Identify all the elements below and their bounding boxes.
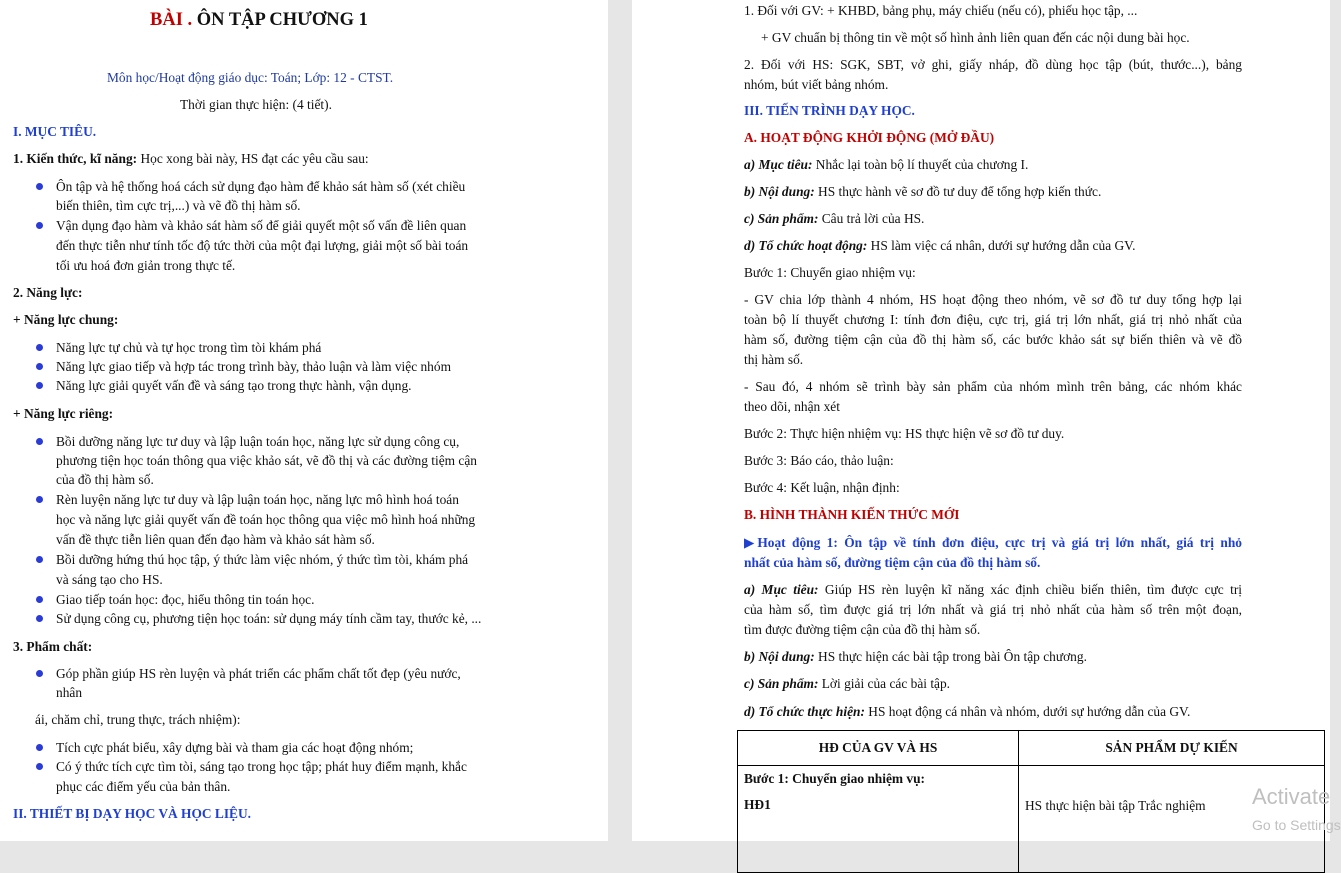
section-heading-warmup: A. HOẠT ĐỘNG KHỞI ĐỘNG (MỞ ĐẦU) [744,130,995,145]
activity-1-objective-3: tìm được đường tiệm cận của đồ thị hàm số. [744,622,981,637]
warmup-objective: a) Mục tiêu: Nhắc lại toàn bộ lí thuyết của chương I. [744,157,1029,172]
bullet-dot [36,496,43,503]
section-heading-new-knowledge: B. HÌNH THÀNH KIẾN THỨC MỚI [744,507,960,522]
bullet-text: phương tiện học toán thông qua việc khảo sát, vẽ đồ thị và các đường tiệm cận [56,453,477,468]
teacher-equipment-line: 1. Đối với GV: + KHBD, bảng phụ, máy chiếu (nếu có), phiếu học tập, ... [744,3,1138,18]
subject-line: Môn học/Hoạt động giáo dục: Toán; Lớp: 12 - CTST. [107,70,394,85]
bullet-text: Ôn tập và hệ thống hoá cách sử dụng đạo hàm để khảo sát hàm số (xét chiều [56,179,466,194]
bullet-text: Năng lực giao tiếp và hợp tác trong trình bày, thảo luận và làm việc nhóm [56,359,451,374]
bullet-text: Có ý thức tích cực tìm tòi, sáng tạo trong học tập; phát huy điểm mạnh, khắc [56,759,467,774]
teacher-prep-line: + GV chuẩn bị thông tin về một số hình ảnh liên quan đến các nội dung bài học. [761,30,1190,45]
step-2: Bước 2: Thực hiện nhiệm vụ: HS thực hiện vẽ sơ đồ tư duy. [744,426,1065,441]
student-equipment-line-2: nhóm, bút viết bảng nhóm. [744,77,889,92]
bullet-text: vấn đề thực tiễn liên quan đến đạo hàm và khảo sát hàm số. [56,532,375,547]
bullet-text: học và năng lực giải quyết vấn đề toán học thông qua việc mô hình hoá những [56,512,476,527]
activity-1-product: c) Sản phẩm: Lời giải của các bài tập. [744,676,951,691]
activity-1-objective: a) Mục tiêu: Giúp HS rèn luyện kĩ năng xác định chiều biến thiên, tìm được cực trị [744,582,1243,597]
bullet-dot [36,344,43,351]
table-cell: HS thực hiện bài tập Trắc nghiệm [1019,766,1325,873]
step-1-para-line: thị hàm số. [744,352,804,367]
activity-1-content: b) Nội dung: HS thực hiện các bài tập trong bài Ôn tập chương. [744,649,1087,664]
bullet-text: Tích cực phát biểu, xây dựng bài và tham gia các hoạt động nhóm; [56,740,414,755]
activation-watermark: Activate [1252,784,1331,809]
bullet-text: Giao tiếp toán học: đọc, hiểu thông tin toán học. [56,592,315,607]
student-equipment-line: 2. Đối với HS: SGK, SBT, vở ghi, giấy nháp, đồ dùng học tập (bút, thước...), bảng [744,57,1242,72]
bullet-dot [36,183,43,190]
table-header-cell: HĐ CỦA GV VÀ HS [738,731,1019,766]
quality-heading: 3. Phẩm chất: [13,639,93,654]
bullet-dot [36,615,43,622]
competence-heading: 2. Năng lực: [13,285,83,300]
bullet-text: đến thực tiễn như tính tốc độ tức thời của một đại lượng, giải một số bài toán [56,238,469,253]
lesson-title: BÀI . ÔN TẬP CHƯƠNG 1 [150,10,368,30]
activity-1-objective-2: của hàm số, tìm được giá trị lớn nhất và giá trị nhỏ nhất của hàm số trên một đoạn, [744,602,1242,617]
table-cell-activity: HĐ1 [744,797,771,812]
section-heading-objectives: I. MỤC TIÊU. [13,124,97,139]
warmup-content: b) Nội dung: HS thực hành vẽ sơ đồ tư duy để tổng hợp kiến thức. [744,184,1102,199]
table-header-cell: SẢN PHẨM DỰ KIẾN [1019,731,1325,766]
step-1: Bước 1: Chuyển giao nhiệm vụ: [744,265,916,280]
bullet-text: biến thiên, tìm cực trị,...) và vẽ đồ thị hàm số. [56,198,301,213]
bullet-dot [36,438,43,445]
bullet-text: Vận dụng đạo hàm và khảo sát hàm số để giải quyết một số vấn đề liên quan [56,218,467,233]
activity-1-organization: d) Tổ chức thực hiện: HS hoạt động cá nhân và nhóm, dưới sự hướng dẫn của GV. [744,704,1191,719]
bullet-text: của đồ thị hàm số. [56,472,154,487]
knowledge-line: 1. Kiến thức, kĩ năng: Học xong bài này, HS đạt các yêu cầu sau: [13,151,369,166]
document-page-left [0,0,608,841]
bullet-dot [36,763,43,770]
bullet-text: Bồi dưỡng năng lực tư duy và lập luận toán học, năng lực sử dụng công cụ, [56,434,460,449]
bullet-dot [36,556,43,563]
bullet-text: nhân [56,685,83,700]
lesson-plan-table [737,730,1325,873]
step-1-para2-line: - Sau đó, 4 nhóm sẽ trình bày sản phẩm của nhóm mình trên bảng, các nhóm khác [744,379,1242,394]
bullet-text: phục các điểm yếu của bản thân. [56,779,231,794]
bullet-dot [36,670,43,677]
time-line: Thời gian thực hiện: (4 tiết). [180,97,332,112]
bullet-text: Năng lực tự chủ và tự học trong tìm tòi khám phá [56,340,322,355]
step-1-para-line: - GV chia lớp thành 4 nhóm, HS hoạt động theo nhóm, vẽ sơ đồ tư duy tổng hợp lại [744,292,1242,307]
activation-watermark-hint: Go to Settings [1252,817,1341,833]
step-1-para-line: toàn bộ lí thuyết chương I: tính đơn điệu, cực trị, giá trị lớn nhất, giá trị nhỏ nhất của [744,312,1242,327]
section-heading-process: III. TIẾN TRÌNH DẠY HỌC. [744,103,915,118]
bullet-text: Góp phần giúp HS rèn luyện và phát triển các phẩm chất tốt đẹp (yêu nước, [56,666,461,681]
activity-1-heading: ▶Hoạt động 1: Ôn tập về tính đơn điệu, cực trị và giá trị lớn nhất, giá trị nhỏ [744,535,1242,550]
table-header-row [738,731,1325,766]
bullet-dot [36,596,43,603]
table-row [738,766,1325,873]
table-cell [738,766,1019,873]
step-4: Bước 4: Kết luận, nhận định: [744,480,900,495]
bullet-dot [36,744,43,751]
step-1-para-line: hàm số, đường tiệm cận của đồ thị hàm số, các bước khảo sát sự biến thiên và vẽ đồ [744,332,1242,347]
step-3: Bước 3: Báo cáo, thảo luận: [744,453,894,468]
bullet-text: tối ưu hoá đơn giản trong thực tế. [56,258,236,273]
bullet-text: Năng lực giải quyết vấn đề và sáng tạo trong thực hành, vận dụng. [56,378,412,393]
bullet-text: Bồi dưỡng hứng thú học tập, ý thức làm việc nhóm, ý thức tìm tòi, khám phá [56,552,469,567]
activity-1-heading-2: nhất của hàm số, đường tiệm cận của đồ thị hàm số. [744,555,1041,570]
quality-continuation: ái, chăm chỉ, trung thực, trách nhiệm): [35,712,241,727]
step-1-para2-line: theo dõi, nhận xét [744,399,840,414]
table-cell-step: Bước 1: Chuyển giao nhiệm vụ: [744,771,925,786]
bullet-dot [36,222,43,229]
bullet-text: Sử dụng công cụ, phương tiện học toán: sử dụng máy tính cầm tay, thước kẻ, ... [56,611,482,626]
bullet-text: và sáng tạo cho HS. [56,572,163,587]
general-competence-heading: + Năng lực chung: [13,312,119,327]
section-heading-equipment: II. THIẾT BỊ DẠY HỌC VÀ HỌC LIỆU. [13,806,251,821]
specific-competence-heading: + Năng lực riêng: [13,406,114,421]
bullet-text: Rèn luyện năng lực tư duy và lập luận toán học, năng lực mô hình hoá toán [56,492,459,507]
bullet-dot [36,363,43,370]
warmup-product: c) Sản phẩm: Câu trả lời của HS. [744,211,925,226]
bullet-dot [36,382,43,389]
warmup-organization: d) Tổ chức hoạt động: HS làm việc cá nhân, dưới sự hướng dẫn của GV. [744,238,1136,253]
